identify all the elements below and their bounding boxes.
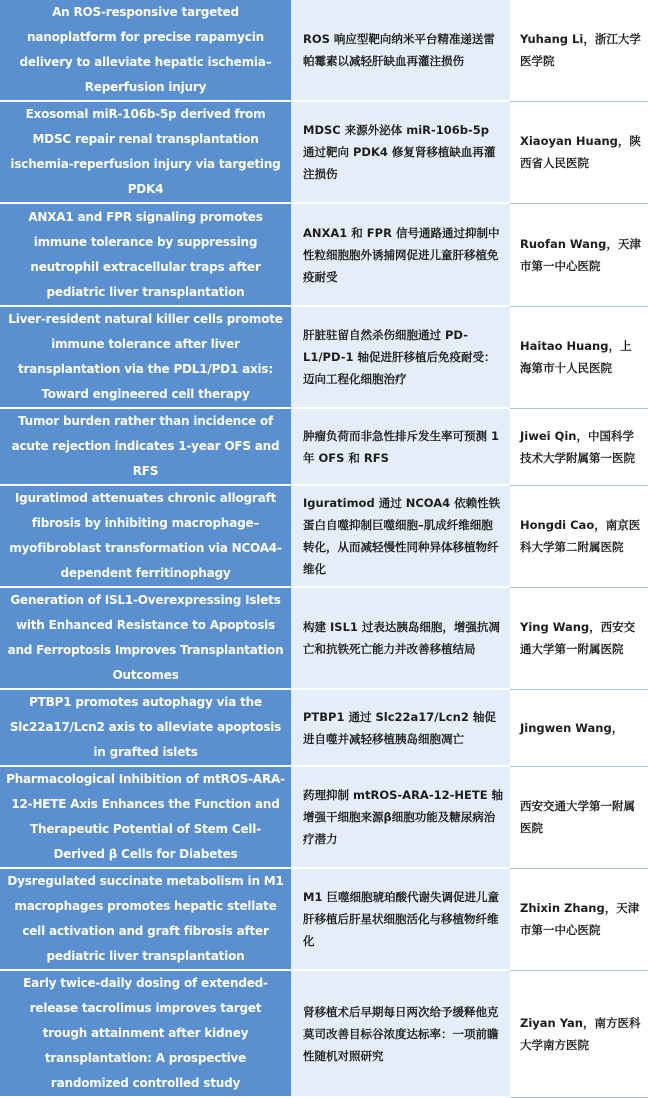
table-row [0, 868, 648, 970]
english-title: Liver-resident natural killer cells promote immune tolerance after liver transplantation via the PDL1/PD1 axis: Toward engineered cell therapy [0, 306, 291, 408]
english-title: ANXA1 and FPR signaling promotes immune tolerance by suppressing neutrophil extracellular traps after pediatric liver transplantation [0, 203, 291, 306]
english-title: Iguratimod attenuates chronic allograft fibrosis by inhibiting macrophage–myofibroblast transformation via NCOA4-dependent ferritinophagy [0, 485, 291, 587]
chinese-title: Iguratimod 通过 NCOA4 依赖性铁蛋白自噬抑制巨噬细胞–肌成纤维细胞转化，从而减轻慢性同种异体移植物纤维化 [291, 485, 510, 587]
chinese-title: PTBP1 通过 Slc22a17/Lcn2 轴促进自噬并减轻移植胰岛细胞凋亡 [291, 689, 510, 766]
author-affiliation: Jiwei Qin，中国科学技术大学附属第一医院 [510, 408, 648, 485]
author-affiliation: Ziyan Yan，南方医科大学南方医院 [510, 970, 648, 1097]
table-row [0, 101, 648, 203]
table-row [0, 306, 648, 408]
table-row [0, 408, 648, 485]
author-affiliation: Xiaoyan Huang，陕西省人民医院 [510, 101, 648, 203]
table-row [0, 587, 648, 689]
author-affiliation: 西安交通大学第一附属医院 [510, 766, 648, 868]
author-affiliation: Jingwen Wang， [510, 689, 648, 766]
english-title: Early twice-daily dosing of extended-release tacrolimus improves target trough attainment after kidney transplantation: A prospective randomized controlled study [0, 970, 291, 1097]
table-row [0, 485, 648, 587]
author-affiliation: Hongdi Cao，南京医科大学第二附属医院 [510, 485, 648, 587]
chinese-title: 肾移植术后早期每日两次给予缓释他克莫司改善目标谷浓度达标率：一项前瞻性随机对照研究 [291, 970, 510, 1097]
chinese-title: 肿瘤负荷而非急性排斥发生率可预测 1 年 OFS 和 RFS [291, 408, 510, 485]
chinese-title: 药理抑制 mtROS-ARA-12-HETE 轴增强干细胞来源β细胞功能及糖尿病治疗潜力 [291, 766, 510, 868]
author-affiliation: Yuhang Li，浙江大学医学院 [510, 0, 648, 101]
author-affiliation: Haitao Huang，上海第市十人民医院 [510, 306, 648, 408]
english-title: Dysregulated succinate metabolism in M1 macrophages promotes hepatic stellate cell activation and graft fibrosis after pediatric liver transplantation [0, 868, 291, 970]
chinese-title: 肝脏驻留自然杀伤细胞通过 PD-L1/PD-1 轴促进肝移植后免疫耐受：迈向工程化细胞治疗 [291, 306, 510, 408]
author-affiliation: Zhixin Zhang，天津市第一中心医院 [510, 868, 648, 970]
chinese-title: 构建 ISL1 过表达胰岛细胞，增强抗凋亡和抗铁死亡能力并改善移植结局 [291, 587, 510, 689]
author-affiliation: Ruofan Wang，天津市第一中心医院 [510, 203, 648, 306]
author-affiliation: Ying Wang，西安交通大学第一附属医院 [510, 587, 648, 689]
table-row [0, 0, 648, 101]
table-row [0, 203, 648, 306]
chinese-title: M1 巨噬细胞琥珀酸代谢失调促进儿童肝移植后肝星状细胞活化与移植物纤维化 [291, 868, 510, 970]
chinese-title: MDSC 来源外泌体 miR-106b-5p 通过靶向 PDK4 修复肾移植缺血再灌注损伤 [291, 101, 510, 203]
table-row [0, 689, 648, 766]
english-title: Generation of ISL1-Overexpressing Islets with Enhanced Resistance to Apoptosis and Ferroptosis Improves Transplantation Outcomes [0, 587, 291, 689]
table-row [0, 766, 648, 868]
chinese-title: ANXA1 和 FPR 信号通路通过抑制中性粒细胞胞外诱捕网促进儿童肝移植免疫耐受 [291, 203, 510, 306]
english-title: Exosomal miR-106b-5p derived from MDSC repair renal transplantation ischemia-reperfusion injury via targeting PDK4 [0, 101, 291, 203]
table-row [0, 970, 648, 1097]
chinese-title: ROS 响应型靶向纳米平台精准递送雷帕霉素以减轻肝缺血再灌注损伤 [291, 0, 510, 101]
english-title: Tumor burden rather than incidence of acute rejection indicates 1-year OFS and RFS [0, 408, 291, 485]
english-title: PTBP1 promotes autophagy via the Slc22a17/Lcn2 axis to alleviate apoptosis in grafted islets [0, 689, 291, 766]
english-title: Pharmacological Inhibition of mtROS-ARA-12-HETE Axis Enhances the Function and Therapeutic Potential of Stem Cell-Derived β Cells for Diabetes [0, 766, 291, 868]
english-title: An ROS-responsive targeted nanoplatform for precise rapamycin delivery to alleviate hepatic ischemia–Reperfusion injury [0, 0, 291, 101]
